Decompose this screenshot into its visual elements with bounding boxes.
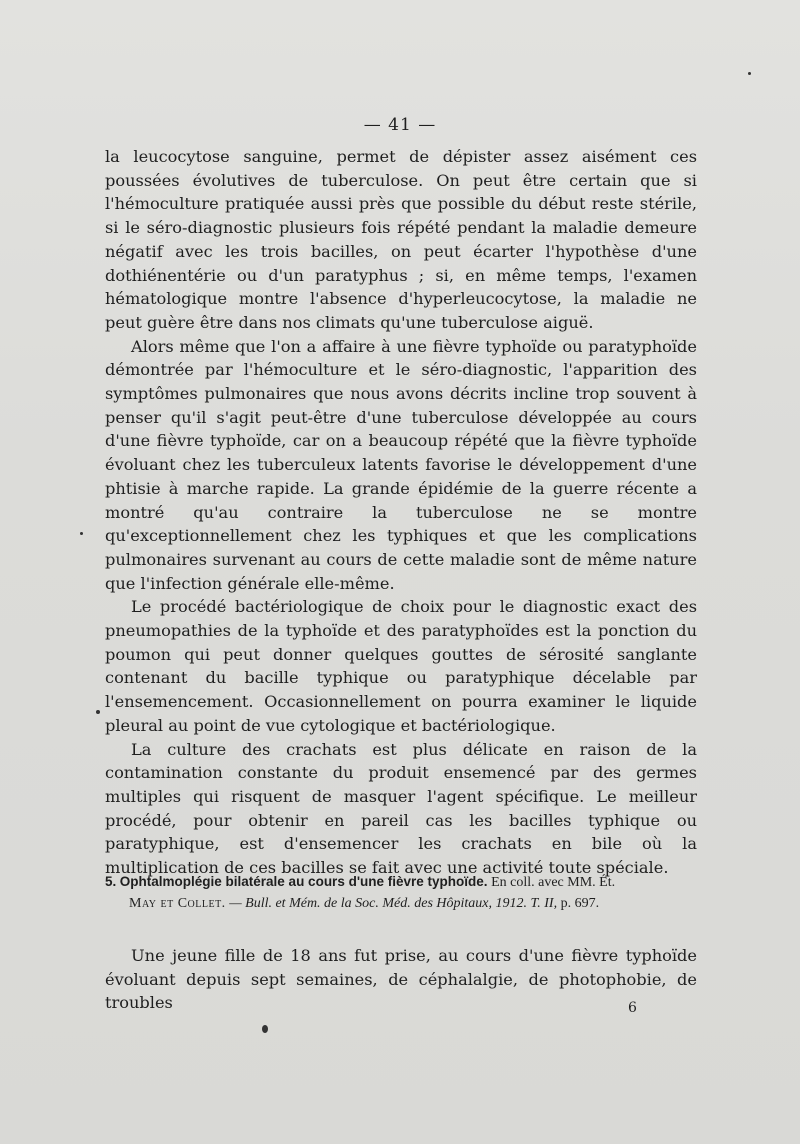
- entry-coll: En coll. avec MM. Ét.: [491, 875, 616, 890]
- paragraph-2: Alors même que l'on a affaire à une fièvre typhoïde ou paratyphoïde démontrée par l'hémoculture et le séro-diagnostic, l'apparition des symptômes pulmonaires que nous avons décrits incline trop souvent à penser qu'il s'agit peut-être d'une tuberculose développée au cours d'une fièvre typhoïde, car on a beaucoup répété que la fièvre typhoïde évoluant chez les tuberculeux latents favorise le développement d'une phtisie à marche rapide. La grande épidémie de la guerre récente a montré qu'au contraire la tuberculose ne se montre qu'exceptionnellement chez les typhiques et que les complications pulmonaires survenant au cours de cette maladie sont de même nature que l'infection générale elle-même.: [105, 336, 697, 593]
- entry-journal: — Bull. et Mém. de la Soc. Méd. des Hôpitaux, 1912. T. II,: [229, 896, 558, 911]
- ink-speck: [80, 532, 83, 535]
- paragraph-1: la leucocytose sanguine, permet de dépister assez aisément ces poussées évolutives de tuberculose. On peut être certain que si l'hémoculture pratiquée aussi près que possible du début reste stérile, si le séro-diagnostic plusieurs fois répété pendant la maladie demeure négatif avec les trois bacilles, on peut écarter l'hypothèse d'une dothiénentérie ou d'un paratyphus ; si, en même temps, l'examen hématologique montre l'absence d'hyperleucocytose, la maladie ne peut guère être dans nos climats qu'une tuberculose aiguë.: [105, 147, 697, 332]
- signature-mark: 6: [628, 1000, 637, 1016]
- paragraph-3: Le procédé bactériologique de choix pour le diagnostic exact des pneumopathies de la typhoïde et des paratyphoïdes est la ponction du poumon qui peut donner quelques gouttes de sérosité sanglante contenant du bacille typhique ou paratyphique décelable par l'ensemencement. Occasionnellement on pourra examiner le liquide pleural au point de vue cytologique et bactériologique.: [105, 597, 697, 735]
- entry-pages: p. 697.: [560, 896, 600, 911]
- entry-title: Ophtalmoplégie bilatérale au cours d'une fièvre typhoïde.: [119, 874, 488, 889]
- bibliography-entry: [105, 871, 697, 914]
- ink-speck: [262, 1025, 268, 1033]
- case-paragraph: Une jeune fille de 18 ans fut prise, au cours d'une fièvre typhoïde évoluant depuis sept semaines, de céphalalgie, de photophobie, de troubles: [105, 946, 697, 1013]
- paragraph-4: La culture des crachats est plus délicate en raison de la contamination constante du produit ensemencé par des germes multiples qui risquent de masquer l'agent spécifique. Le meilleur procédé, pour obtenir en pareil cas les bacilles typhique ou paratyphique, est d'ensemencer les crachats en bile où la multiplication de ces bacilles se fait avec une activité toute spéciale.: [105, 739, 697, 878]
- entry-number: 5.: [105, 874, 117, 889]
- page-number: — 41 —: [363, 115, 437, 135]
- body-text: [105, 145, 697, 880]
- ink-speck: [748, 72, 751, 75]
- case-text: [105, 944, 697, 1015]
- ink-speck: [96, 710, 100, 714]
- entry-authors: May et Collet.: [129, 896, 226, 911]
